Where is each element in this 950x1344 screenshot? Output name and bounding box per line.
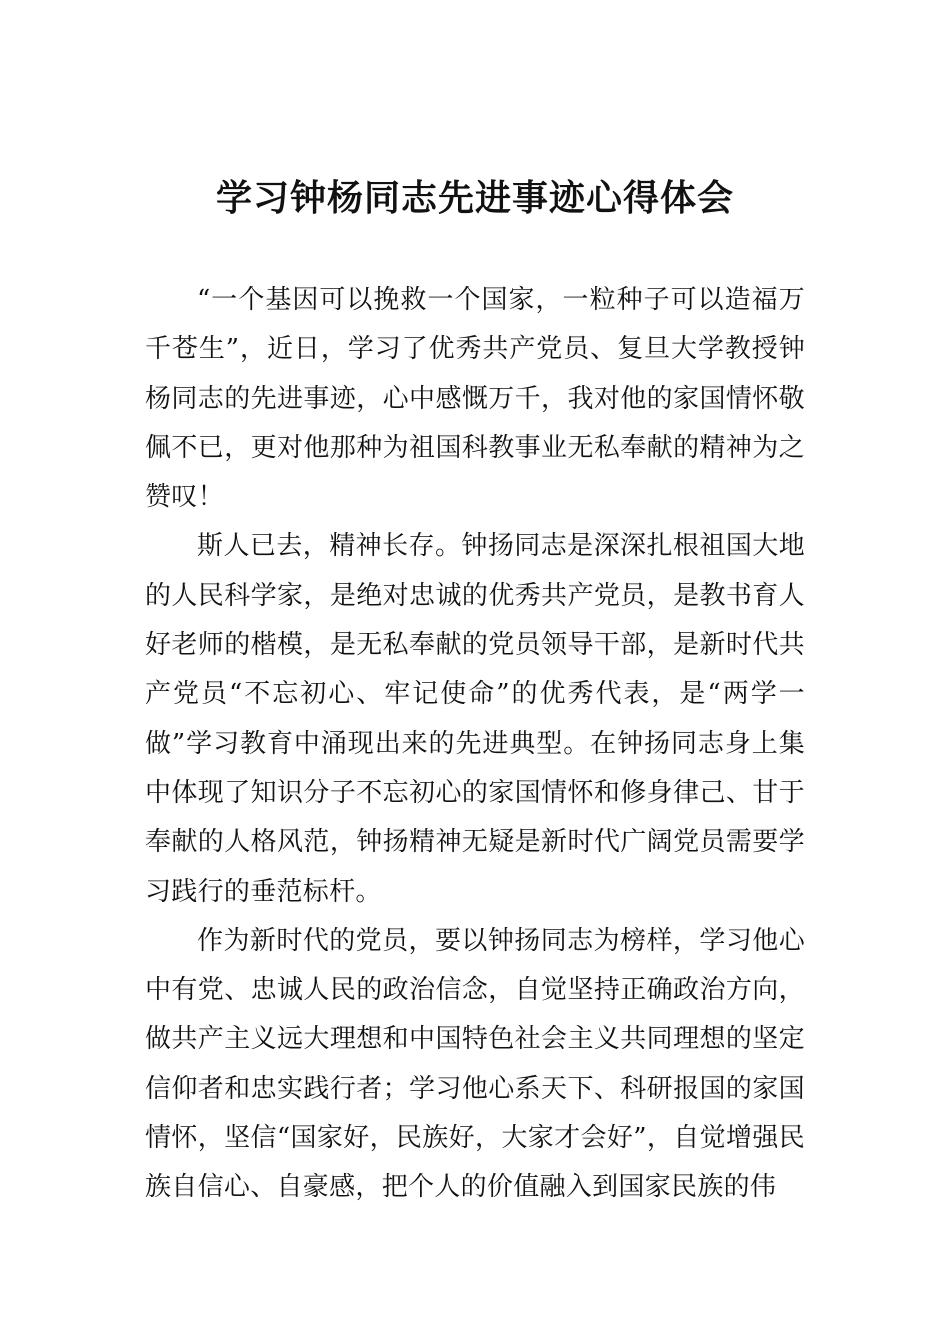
paragraph-3: 作为新时代的党员，要以钟扬同志为榜样，学习他心中有党、忠诚人民的政治信念，自觉坚持正确政治方向，做共产主义远大理想和中国特色社会主义共同理想的坚定信仰者和忠实践行者；学习他心系天下、科研报国的家国情怀，坚信“国家好，民族好，大家才会好”，自觉增强民族自信心、自豪感，把个人的价值融入到国家民族的伟: [145, 925, 805, 1203]
document-body: [145, 276, 805, 1213]
document-title: 学习钟杨同志先进事迹心得体会: [215, 178, 734, 219]
paragraph-2: 斯人已去，精神长存。钟扬同志是深深扎根祖国大地的人民科学家，是绝对忠诚的优秀共产党员，是教书育人好老师的楷模，是无私奉献的党员领导干部，是新时代共产党员“不忘初心、牢记使命”的优秀代表，是“两学一做”学习教育中涌现出来的先进典型。在钟扬同志身上集中体现了知识分子不忘初心的家国情怀和修身律己、甘于奉献的人格风范，钟扬精神无疑是新时代广阔党员需要学习践行的垂范标杆。: [145, 531, 805, 907]
paragraph-1: “一个基因可以挽救一个国家，一粒种子可以造福万千苍生”，近日，学习了优秀共产党员、复旦大学教授钟杨同志的先进事迹，心中感慨万千，我对他的家国情怀敬佩不已，更对他那种为祖国科教事业无私奉献的精神为之赞叹！: [145, 285, 805, 513]
